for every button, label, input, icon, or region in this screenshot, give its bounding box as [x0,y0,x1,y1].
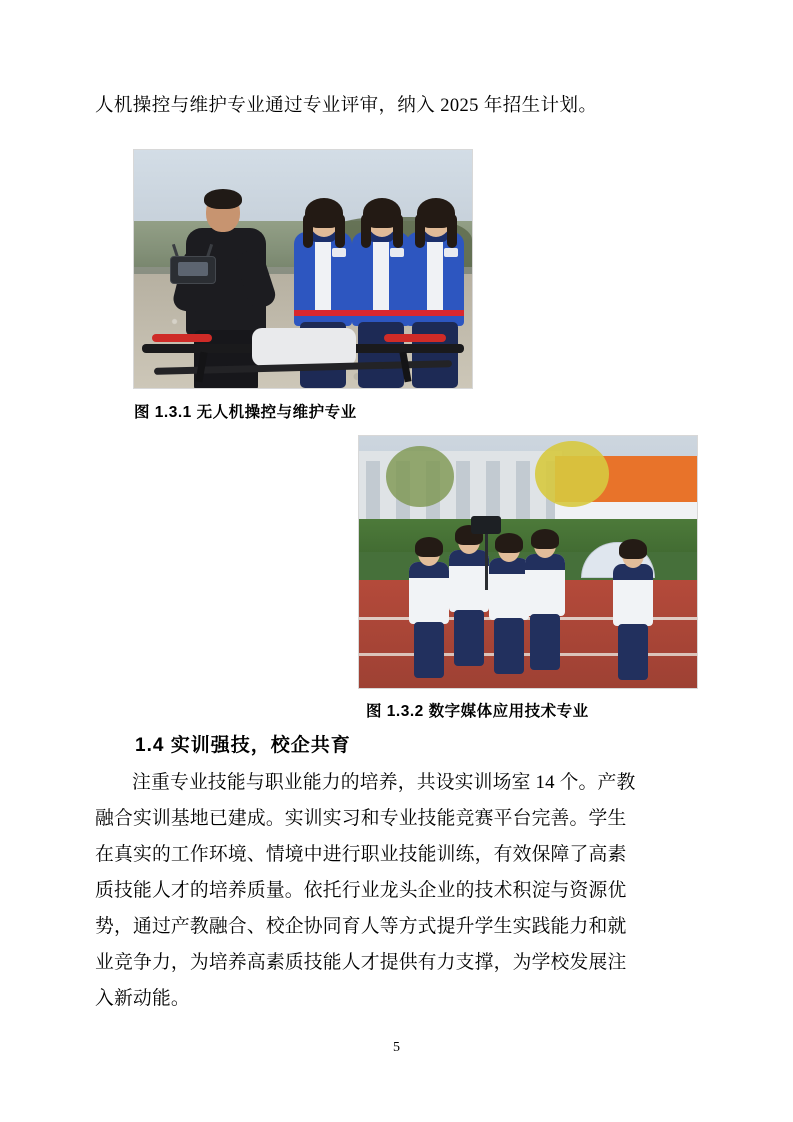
figure-1-3-2-image [358,435,698,689]
body-line: 业竞争力，为培养高素质技能人才提供有力支撑，为学校发展注 [95,952,627,973]
body-line: 在真实的工作环境、情境中进行职业技能训练，有效保障了高素 [95,844,627,865]
student-shirt [373,236,389,310]
yellow-tree [535,441,609,507]
student-hair [531,529,559,549]
student-hair [495,533,523,553]
figure-1-3-2 [358,435,696,721]
body-line: 势，通过产教融合、校企协同育人等方式提升学生实践能力和就 [95,916,627,937]
student-shirt [315,236,331,310]
student-hair-right [335,214,345,248]
student-hair-left [415,214,425,248]
figure-1-3-1 [133,149,471,422]
page-number: 5 [393,1040,400,1055]
student-legs [494,618,524,674]
body-line: 入新动能。 [95,988,190,1009]
drone-icon [134,314,472,388]
body-line: 融合实训基地已建成。实训实习和专业技能竞赛平台完善。学生 [95,808,627,829]
student-hair-right [447,214,457,248]
green-tree [386,446,454,506]
student-shirt [427,236,443,310]
student-badge [332,248,346,257]
paragraph-top-block [95,92,705,121]
remote-controller-screen [178,262,208,276]
tripod-icon [485,528,488,590]
figure-1-3-1-caption: 图 1.3.1 无人机操控与维护专业 [134,404,357,421]
body-line: 质技能人才的培养质量。依托行业龙头企业的技术积淀与资源优 [95,880,627,901]
drone-arm-right [384,334,446,342]
instructor-hair [204,189,242,209]
student-hair-left [361,214,371,248]
figure-1-3-2-caption: 图 1.3.2 数字媒体应用技术专业 [366,703,589,720]
student-legs [454,610,484,666]
student-hair [619,539,647,559]
student-legs [414,622,444,678]
body-paragraph [95,765,707,1017]
paragraph-top-line: 人机操控与维护专业通过专业评审，纳入 2025 年招生计划。 [95,96,598,116]
drone-arm-left [152,334,212,342]
figure-1-3-1-image [133,149,473,389]
remote-controller-icon [170,256,216,284]
camera-icon [471,516,501,534]
student-badge [444,248,458,257]
section-heading: 1.4 实训强技，校企共育 [135,735,351,756]
student-legs [618,624,648,680]
student-legs [530,614,560,670]
drone-tank [252,328,356,366]
student-badge [390,248,404,257]
student-hair-right [393,214,403,248]
student-hair-left [303,214,313,248]
body-line: 注重专业技能与职业能力的培养，共设实训场室 14 个。产教 [132,772,636,793]
student-hair [415,537,443,557]
